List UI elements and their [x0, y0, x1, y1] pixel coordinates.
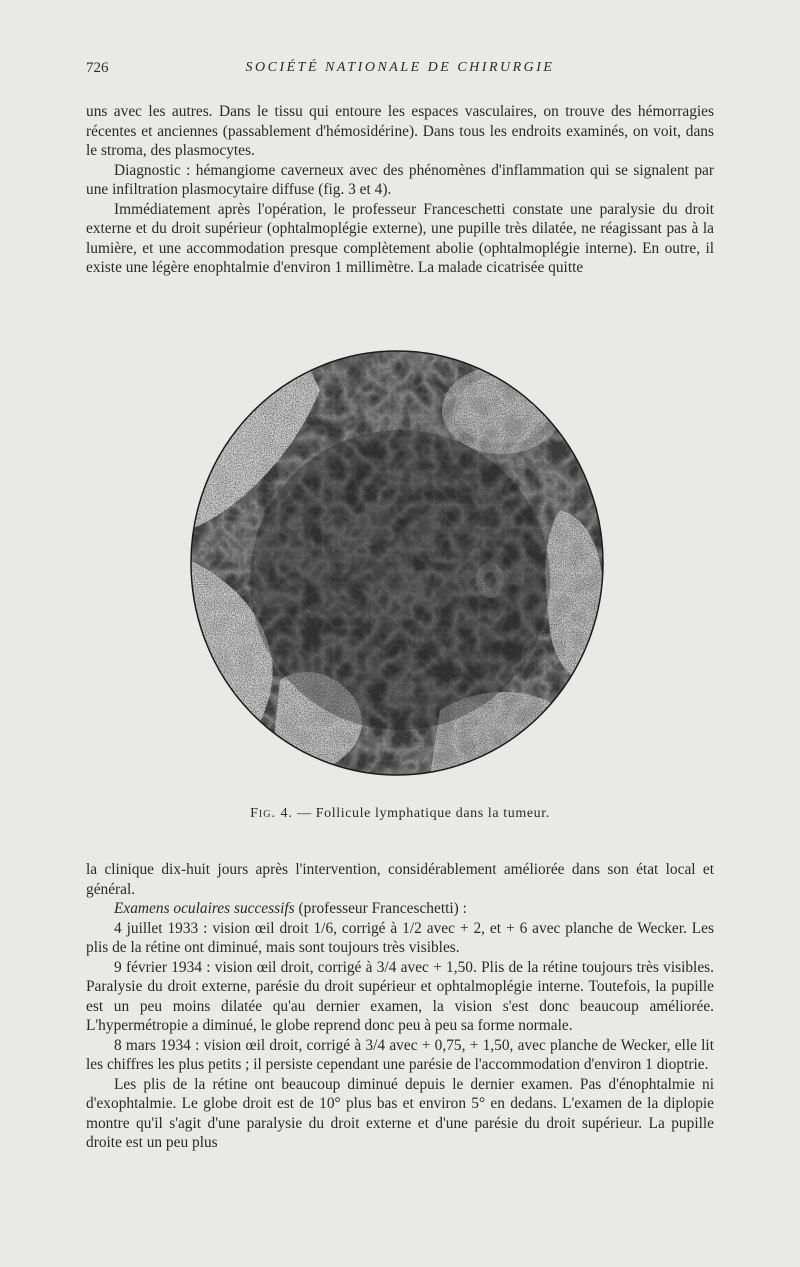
micrograph-figure — [190, 350, 604, 776]
paragraph: Les plis de la rétine ont beaucoup diminué depuis le dernier examen. Pas d'énophtalmie ni d'exophtalmie. Le globe droit est de 10° plus bas et environ 5° en dedans. L'examen de la diplopie montre qu'il s'agit d'une paralysie du droit externe et d'une parésie du droit supérieur. La pupille droite est un peu plus — [86, 1075, 714, 1151]
figure-caption — [86, 806, 714, 822]
paragraph: 8 mars 1934 : vision œil droit, corrigé à 3/4 avec + 0,75, + 1,50, avec planche de Wecker, elle lit les chiffres les plus petits ; il persiste cependant une parésie de l'accommodation d'environ 1 dioptrie. — [86, 1036, 714, 1073]
top-text-block — [86, 102, 714, 278]
bottom-text-block — [86, 860, 714, 1153]
section-heading: Examens oculaires successifs — [114, 900, 295, 917]
paragraph — [86, 899, 714, 919]
paragraph: la clinique dix-huit jours après l'intervention, considérablement améliorée dans son état local et général. — [86, 861, 714, 898]
section-heading-rest: (professeur Franceschetti) : — [294, 900, 467, 917]
page-number: 726 — [86, 60, 109, 76]
micrograph-image — [190, 350, 604, 776]
running-head: SOCIÉTÉ NATIONALE DE CHIRURGIE — [245, 60, 555, 75]
paragraph: 9 février 1934 : vision œil droit, corrigé à 3/4 avec + 1,50. Plis de la rétine toujours très visibles. Paralysie du droit externe, parésie du droit supérieur et ophtalmoplégie interne. Toutefois, la pupille est un peu moins dilatée qu'au dernier examen, la vision s'est donc beaucoup améliorée. L'hypermétropie a diminué, le globe reprend donc peu à peu sa forme normale. — [86, 958, 714, 1034]
paragraph: uns avec les autres. Dans le tissu qui entoure les espaces vasculaires, on trouve des hémorragies récentes et anciennes (passablement d'hémosidérine). Dans tous les endroits examinés, on voit, dans le stroma, des plasmocytes. — [86, 103, 714, 159]
paragraph: 4 juillet 1933 : vision œil droit 1/6, corrigé à 1/2 avec + 2, et + 6 avec planche de Wecker. Les plis de la rétine ont diminué, mais sont toujours très visibles. — [86, 919, 714, 956]
figure-label: Fig. 4. — [250, 806, 293, 821]
paragraph: Diagnostic : hémangiome caverneux avec des phénomènes d'inflammation qui se signalent par une infiltration plasmocytaire diffuse (fig. 3 et 4). — [86, 161, 714, 198]
page-header — [86, 60, 714, 82]
paragraph: Immédiatement après l'opération, le professeur Franceschetti constate une paralysie du droit externe et du droit supérieur (ophtalmoplégie externe), une pupille très dilatée, ne réagissant pas à la lumière, et une accommodation presque complètement abolie (ophtalmoplégie interne). En outre, il existe une légère enophtalmie d'environ 1 millimètre. La malade cicatrisée quitte — [86, 200, 714, 276]
figure-caption-text: — Follicule lymphatique dans la tumeur. — [297, 806, 550, 821]
